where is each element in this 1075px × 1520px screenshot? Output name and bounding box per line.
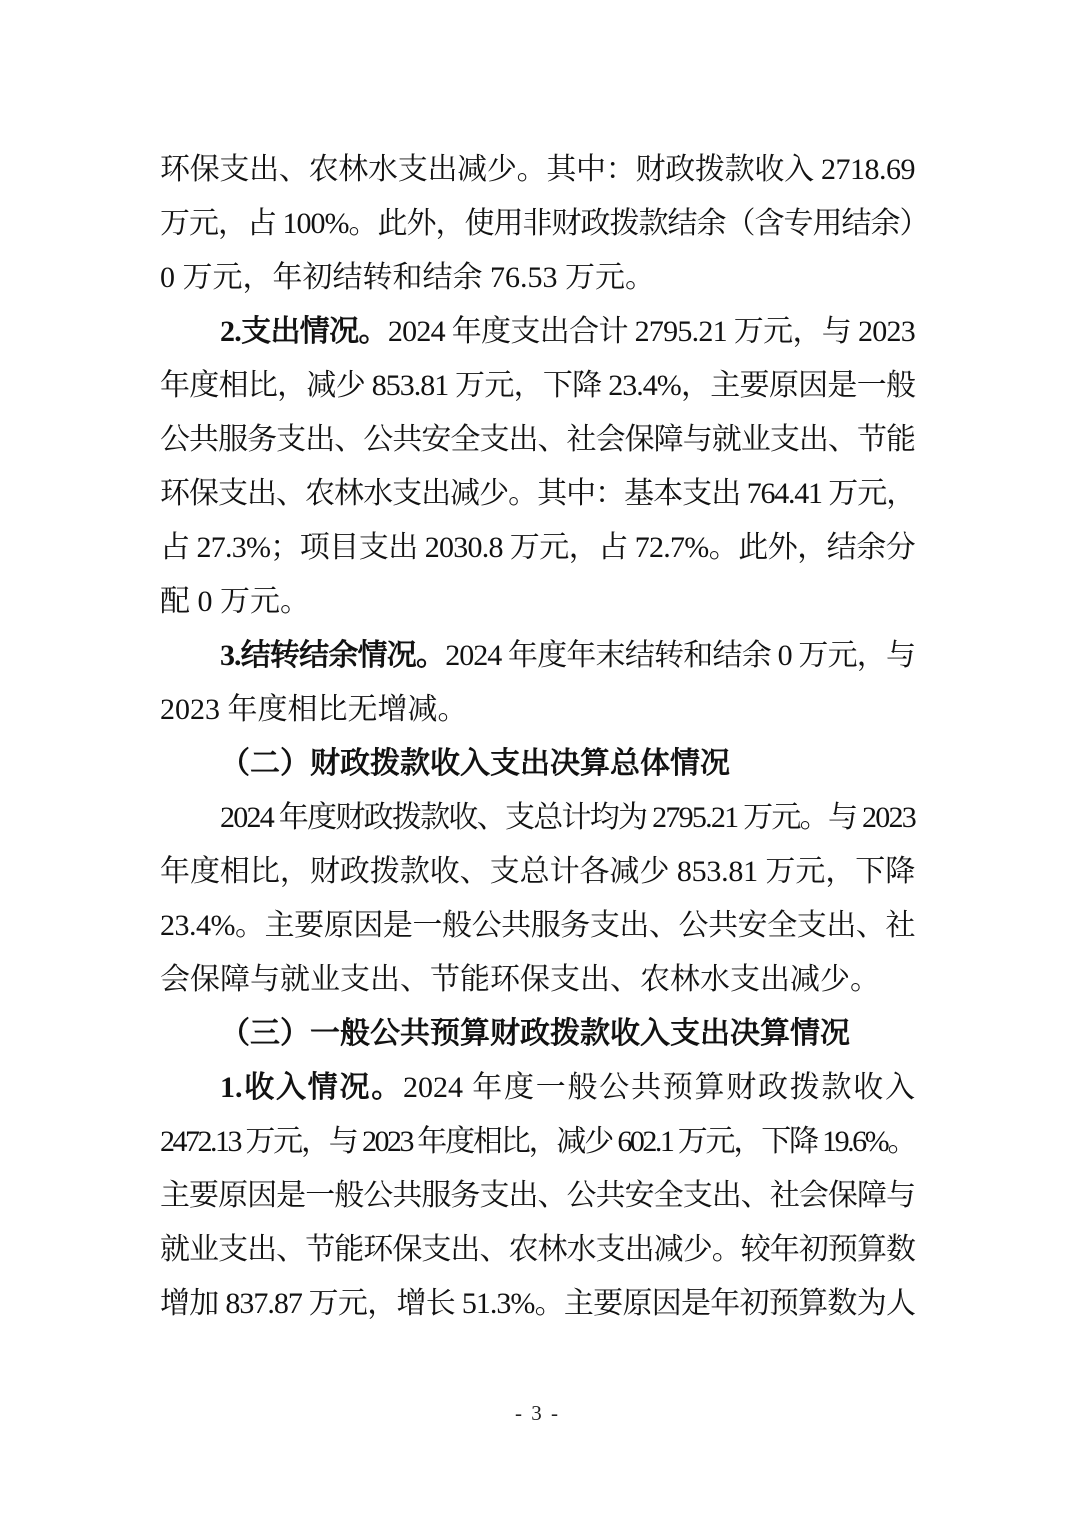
- line-text: 万元，占 100%。此外，使用非财政拨款结余（含专用结余）: [160, 207, 929, 240]
- text-line: [160, 251, 915, 305]
- text-line: [160, 683, 915, 737]
- text-line: [160, 575, 915, 629]
- line-text: 2472.13 万元，与 2023 年度相比，减少 602.1 万元，下降 19.6%。: [160, 1125, 915, 1158]
- line-text: 2024 年度财政拨款收、支总计均为 2795.21 万元。与 2023: [220, 801, 915, 834]
- line-text: 0 万元，年初结转和结余 76.53 万元。: [160, 261, 655, 294]
- heading-text: （三）一般公共预算财政拨款收入支出决算情况: [220, 1017, 850, 1050]
- text-line: [160, 1223, 915, 1277]
- line-bold-label: 1.收入情况。: [220, 1071, 403, 1104]
- line-text: 年度相比，减少 853.81 万元，下降 23.4%，主要原因是一般: [160, 369, 915, 402]
- text-line: [160, 467, 915, 521]
- page-number: - 3 -: [515, 1401, 560, 1425]
- section-heading: [160, 1007, 915, 1061]
- line-text: 增加 837.87 万元，增长 51.3%。主要原因是年初预算数为人: [160, 1287, 915, 1320]
- text-line: [160, 899, 915, 953]
- text-line: [160, 359, 915, 413]
- line-text: 公共服务支出、公共安全支出、社会保障与就业支出、节能: [160, 423, 915, 456]
- text-line: [160, 629, 915, 683]
- text-line: [160, 953, 915, 1007]
- line-text: 2024 年度年末结转和结余 0 万元，与: [445, 639, 916, 672]
- line-text: 环保支出、农林水支出减少。其中：基本支出 764.41 万元，: [160, 477, 915, 510]
- line-text: 会保障与就业支出、节能环保支出、农林水支出减少。: [160, 963, 880, 996]
- text-line: [160, 1277, 915, 1331]
- text-line: [160, 1061, 915, 1115]
- text-line: [160, 845, 915, 899]
- page-footer: [0, 1398, 1075, 1428]
- text-line: [160, 1115, 915, 1169]
- line-text: 2023 年度相比无增减。: [160, 693, 468, 726]
- line-text: 环保支出、农林水支出减少。其中：财政拨款收入 2718.69: [160, 153, 915, 186]
- line-text: 23.4%。主要原因是一般公共服务支出、公共安全支出、社: [160, 909, 915, 942]
- section-heading: [160, 737, 915, 791]
- line-bold-label: 3.结转结余情况。: [220, 639, 446, 672]
- line-text: 主要原因是一般公共服务支出、公共安全支出、社会保障与: [160, 1179, 915, 1212]
- text-line: [160, 521, 915, 575]
- text-line: [160, 143, 915, 197]
- line-text: 2024 年度支出合计 2795.21 万元，与 2023: [387, 315, 916, 348]
- text-line: [160, 1169, 915, 1223]
- line-text: 配 0 万元。: [160, 585, 310, 618]
- document-body: [160, 143, 929, 1331]
- line-text: 就业支出、节能环保支出、农林水支出减少。较年初预算数: [160, 1233, 915, 1266]
- text-line: [160, 791, 915, 845]
- line-text: 2024 年度一般公共预算财政拨款收入: [403, 1071, 915, 1104]
- heading-text: （二）财政拨款收入支出决算总体情况: [220, 747, 730, 780]
- text-line: [160, 305, 915, 359]
- line-bold-label: 2.支出情况。: [220, 315, 388, 348]
- line-text: 年度相比，财政拨款收、支总计各减少 853.81 万元，下降: [160, 855, 915, 888]
- line-text: 占 27.3%；项目支出 2030.8 万元，占 72.7%。此外，结余分: [160, 531, 915, 564]
- text-line: [160, 413, 915, 467]
- text-line: [160, 197, 929, 251]
